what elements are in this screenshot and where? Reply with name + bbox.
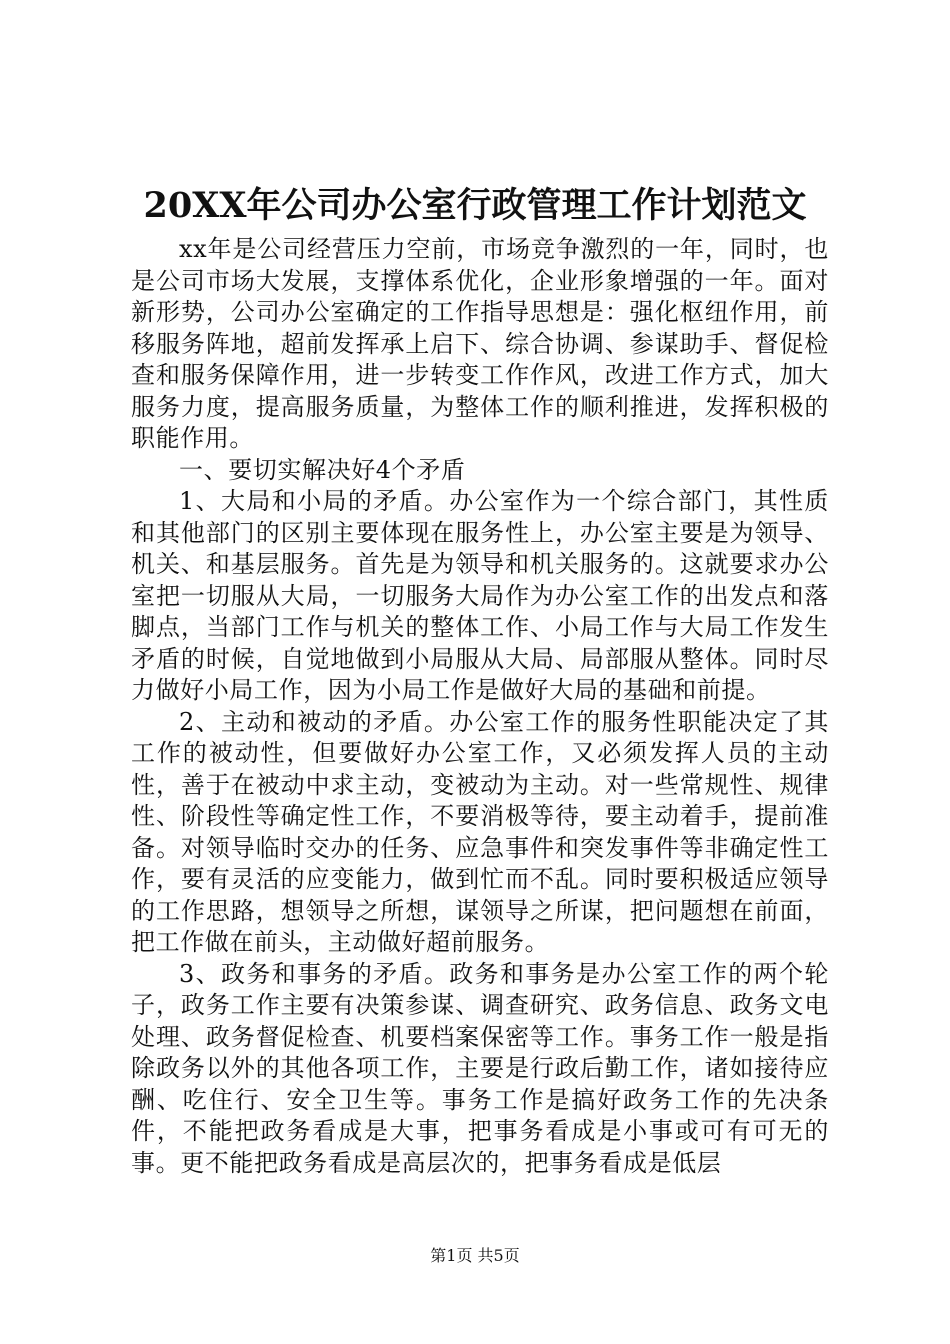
paragraph-item-2: 2、主动和被动的矛盾。办公室工作的服务性职能决定了其工作的被动性，但要做好办公室工作，又必须发挥人员的主动性，善于在被动中求主动，变被动为主动。对一些常规性、规律性、阶段性等确定性工作，不要消极等待，要主动着手，提前准备。对领导临时交办的任务、应急事件和突发事件等非确定性工作，要有灵活的应变能力，做到忙而不乱。同时要积极适应领导的工作思路，想领导之所想，谋领导之所谋，把问题想在前面，把工作做在前头，主动做好超前服务。 xyxy=(131,707,829,956)
paragraph-item-3: 3、政务和事务的矛盾。政务和事务是办公室工作的两个轮子，政务工作主要有决策参谋、调查研究、政务信息、政务文电处理、政务督促检查、机要档案保密等工作。事务工作一般是指除政务以外的其他各项工作，主要是行政后勤工作，诸如接待应酬、吃住行、安全卫生等。事务工作是搞好政务工作的先决条件，不能把政务看成是大事，把事务看成是小事或可有可无的事。更不能把政务看成是高层次的，把事务看成是低层 xyxy=(131,959,829,1177)
document-body xyxy=(131,234,829,1179)
document-title: 20XX年公司办公室行政管理工作计划范文 xyxy=(143,185,807,226)
paragraph-item-1: 1、大局和小局的矛盾。办公室作为一个综合部门，其性质和其他部门的区别主要体现在服务性上，办公室主要是为领导、机关、和基层服务。首先是为领导和机关服务的。这就要求办公室把一切服从大局，一切服务大局作为办公室工作的出发点和落脚点，当部门工作与机关的整体工作、小局工作与大局工作发生矛盾的时候，自觉地做到小局服从大局、局部服从整体。同时尽力做好小局工作，因为小局工作是做好大局的基础和前提。 xyxy=(131,487,829,704)
section-heading-1: 一、要切实解决好4个矛盾 xyxy=(179,455,466,484)
paragraph-intro: xx年是公司经营压力空前，市场竞争激烈的一年，同时，也是公司市场大发展，支撑体系优化，企业形象增强的一年。面对新形势，公司办公室确定的工作指导思想是：强化枢纽作用，前移服务阵地，超前发挥承上启下、综合协调、参谋助手、督促检查和服务保障作用，进一步转变工作作风，改进工作方式，加大服务力度，提高服务质量，为整体工作的顺利推进，发挥积极的职能作用。 xyxy=(131,235,829,452)
page-footer: 第1页 共5页 xyxy=(430,1246,520,1265)
